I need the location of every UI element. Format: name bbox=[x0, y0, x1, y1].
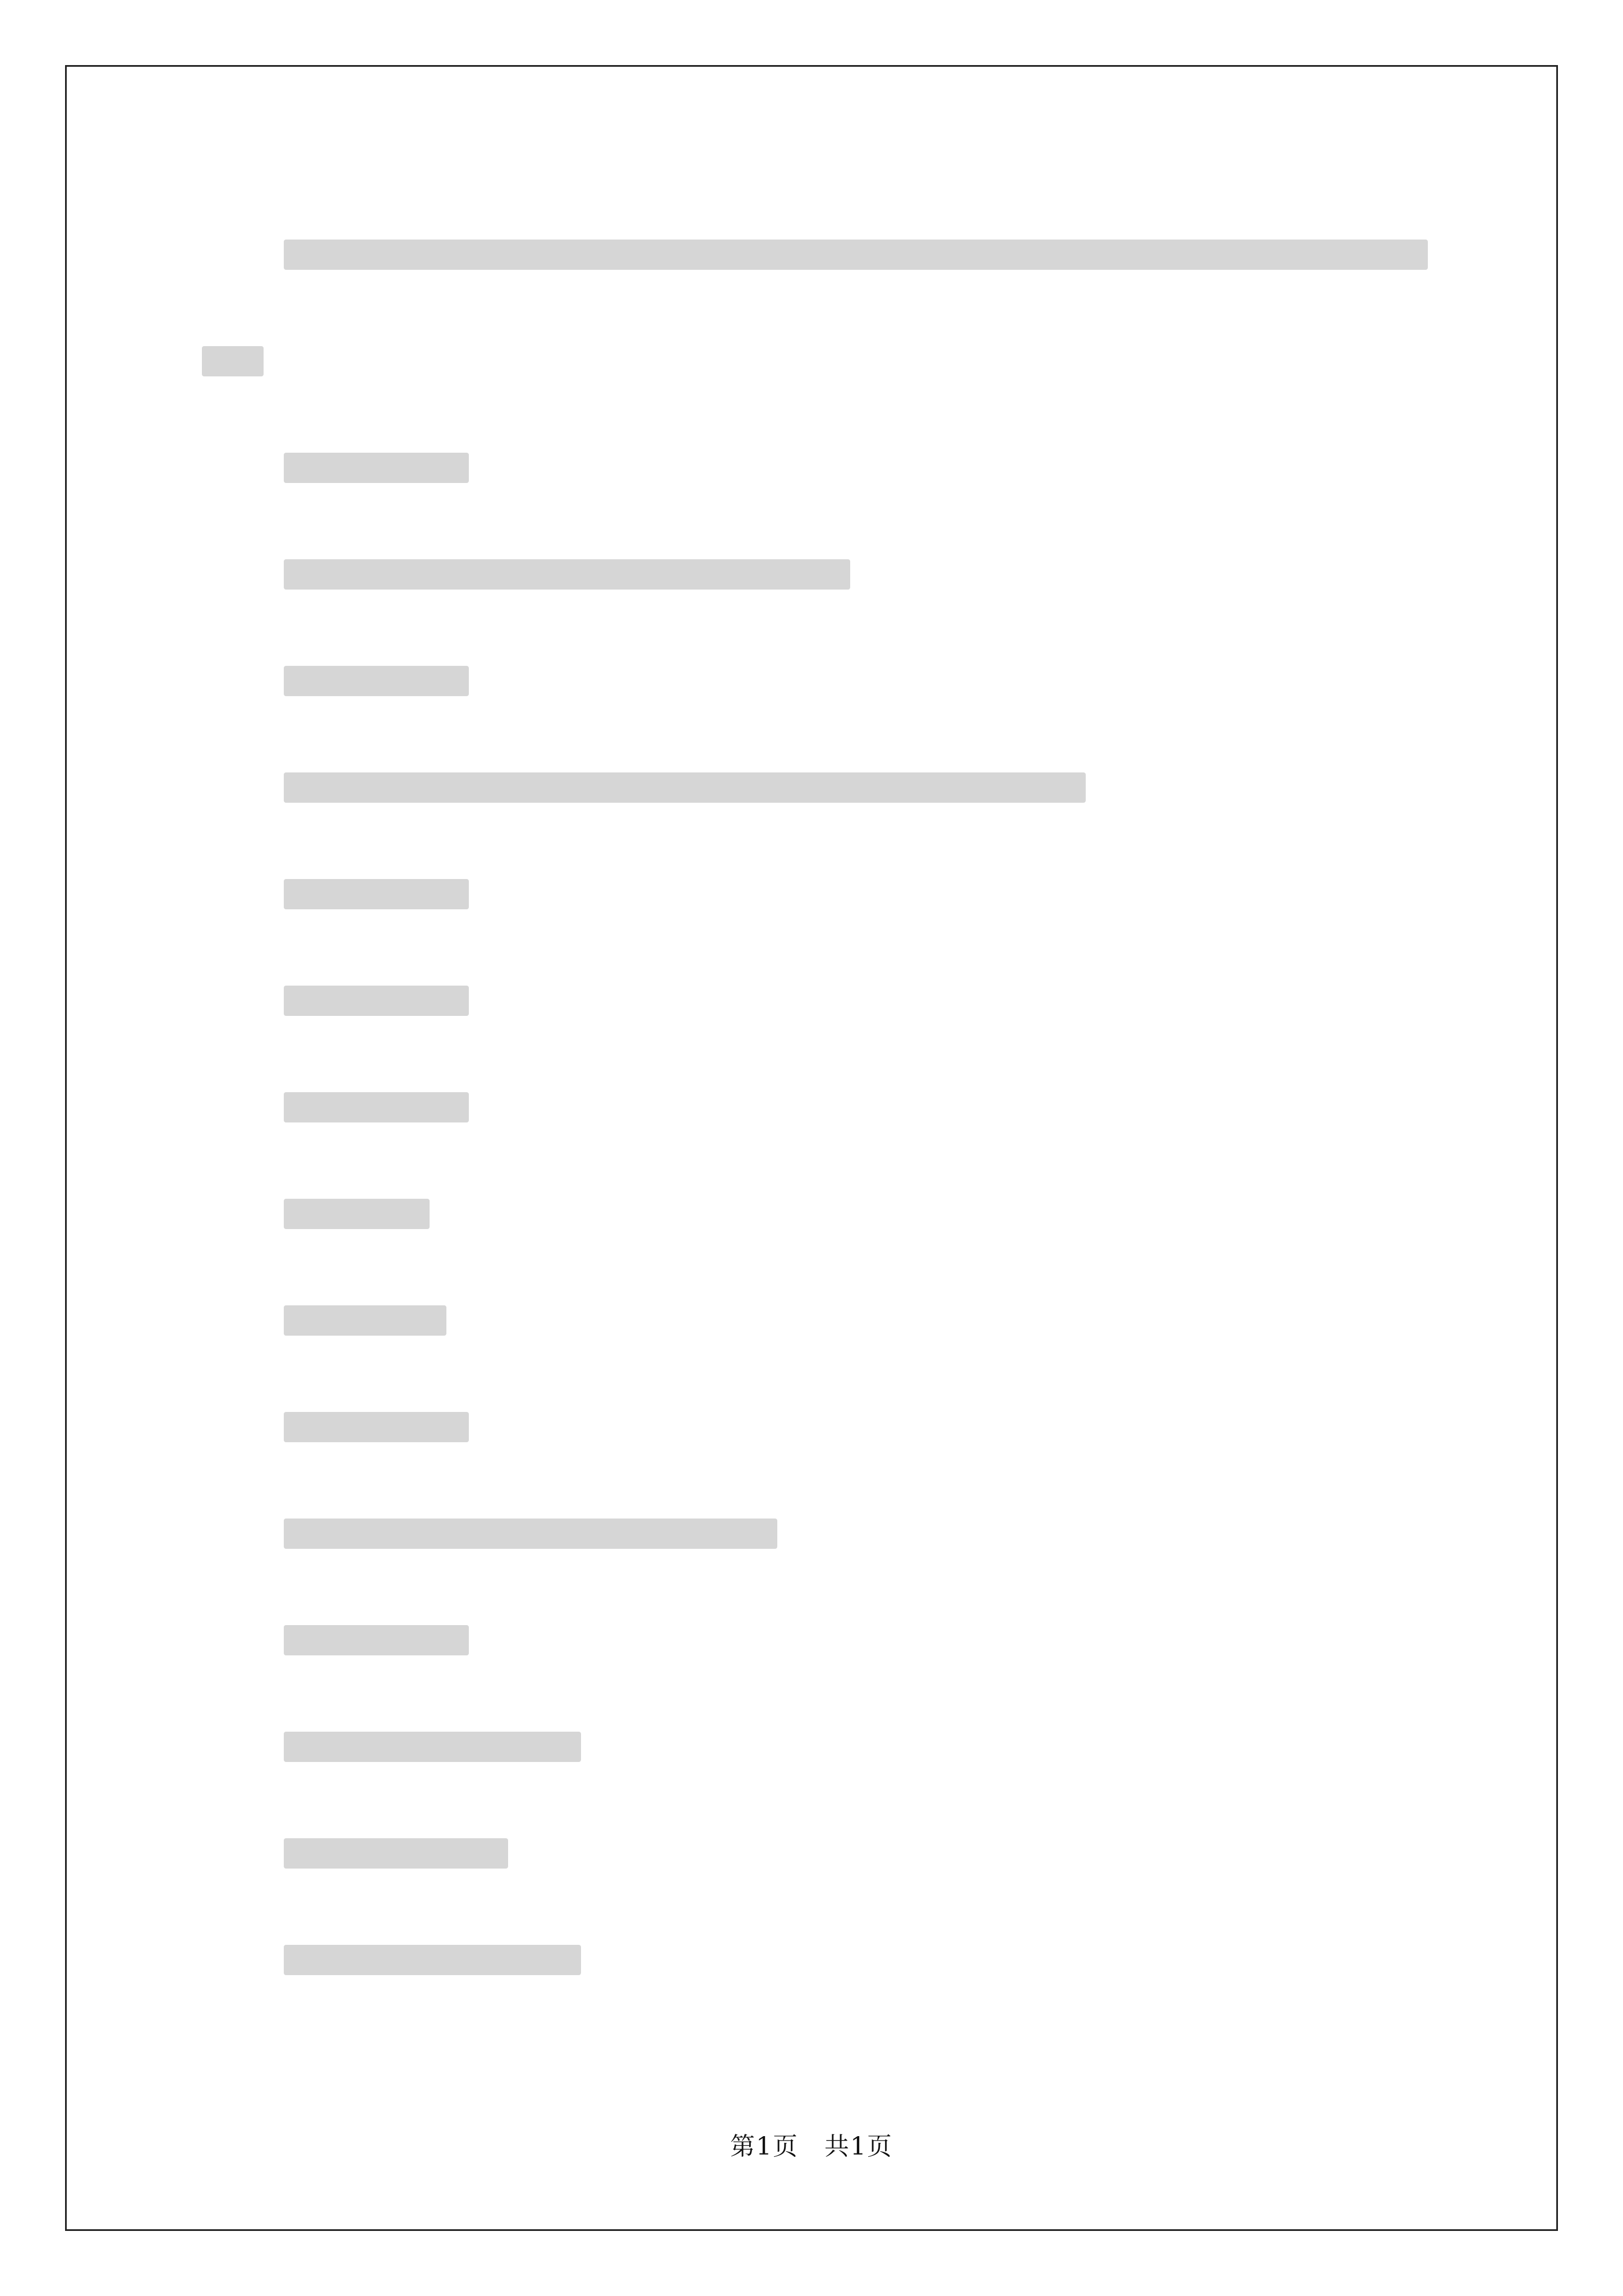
text-line-placeholder bbox=[284, 1092, 469, 1122]
text-line-placeholder bbox=[284, 666, 469, 696]
text-line-placeholder bbox=[284, 772, 1086, 803]
text-line-placeholder bbox=[284, 879, 469, 909]
page-border bbox=[65, 65, 1558, 2231]
text-line-placeholder bbox=[284, 1732, 581, 1762]
text-line-placeholder bbox=[284, 240, 1428, 270]
text-line-placeholder bbox=[284, 1412, 469, 1442]
page-footer: 第1页 共1页 bbox=[730, 2132, 893, 2161]
text-line-placeholder bbox=[284, 1945, 581, 1975]
text-line-placeholder bbox=[284, 1519, 777, 1549]
text-line-placeholder bbox=[284, 986, 469, 1016]
text-line-placeholder bbox=[284, 1625, 469, 1655]
text-line-placeholder bbox=[284, 1199, 430, 1229]
text-line-placeholder bbox=[284, 559, 850, 590]
text-line-placeholder bbox=[284, 453, 469, 483]
text-line-placeholder bbox=[284, 1838, 508, 1869]
text-line-placeholder bbox=[284, 1305, 446, 1336]
text-line-placeholder bbox=[202, 346, 264, 376]
